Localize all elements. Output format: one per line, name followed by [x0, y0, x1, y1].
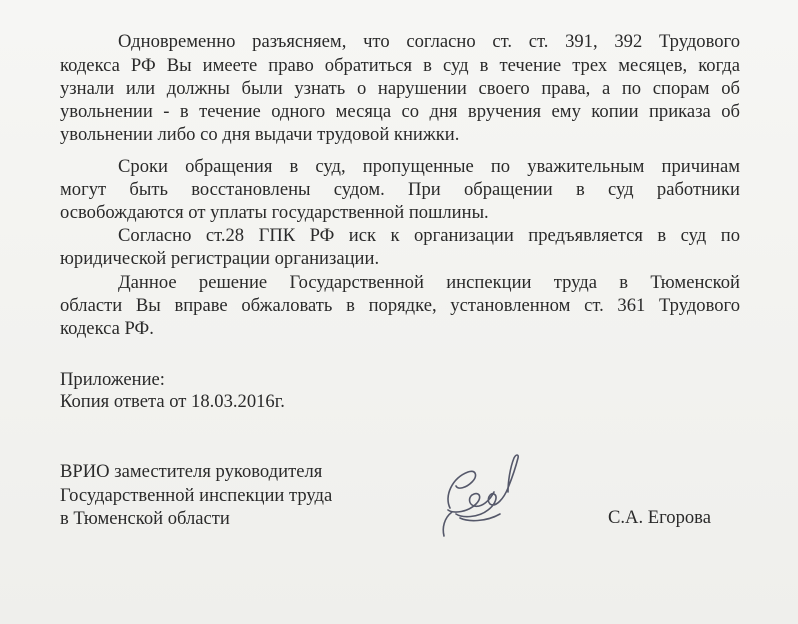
signatory-position-line-1: ВРИО заместителя руководителя	[60, 461, 323, 482]
paragraph-4-line-1: Данное решение Государственной инспекции труда в Тюменской	[118, 272, 740, 293]
paragraph-2-line-1: Сроки обращения в суд, пропущенные по уважительным причинам	[118, 156, 740, 177]
handwritten-signature	[438, 448, 524, 538]
paragraph-3-line-1: Согласно ст.28 ГПК РФ иск к организации предъявляется в суд по	[118, 225, 740, 246]
paragraph-4-line-2: области Вы вправе обжаловать в порядке, установленном ст. 361 Трудового	[60, 295, 740, 316]
signatory-name: С.А. Егорова	[608, 507, 711, 528]
attachment-label: Приложение:	[60, 369, 165, 390]
paragraph-4-line-3: кодекса РФ.	[60, 318, 154, 339]
paragraph-1-line-2: кодекса РФ Вы имеете право обратиться в суд в течение трех месяцев, когда	[60, 55, 740, 76]
signatory-position-line-3: в Тюменской области	[60, 508, 230, 529]
paragraph-2-line-3: освобождаются от уплаты государственной пошлины.	[60, 202, 489, 223]
paragraph-3-line-2: юридической регистрации организации.	[60, 248, 380, 269]
attachment-item: Копия ответа от 18.03.2016г.	[60, 391, 285, 412]
signatory-position-line-2: Государственной инспекции труда	[60, 485, 333, 506]
paragraph-1-line-5: увольнении либо со дня выдачи трудовой книжки.	[60, 124, 460, 145]
paragraph-1-line-1: Одновременно разъясняем, что согласно ст. ст. 391, 392 Трудового	[118, 31, 740, 52]
paragraph-2-line-2: могут быть восстановлены судом. При обращении в суд работники	[60, 179, 740, 200]
paragraph-1-line-3: узнали или должны были узнать о нарушении своего права, а по спорам об	[60, 78, 740, 99]
paragraph-1-line-4: увольнении - в течение одного месяца со дня вручения ему копии приказа об	[60, 101, 740, 122]
